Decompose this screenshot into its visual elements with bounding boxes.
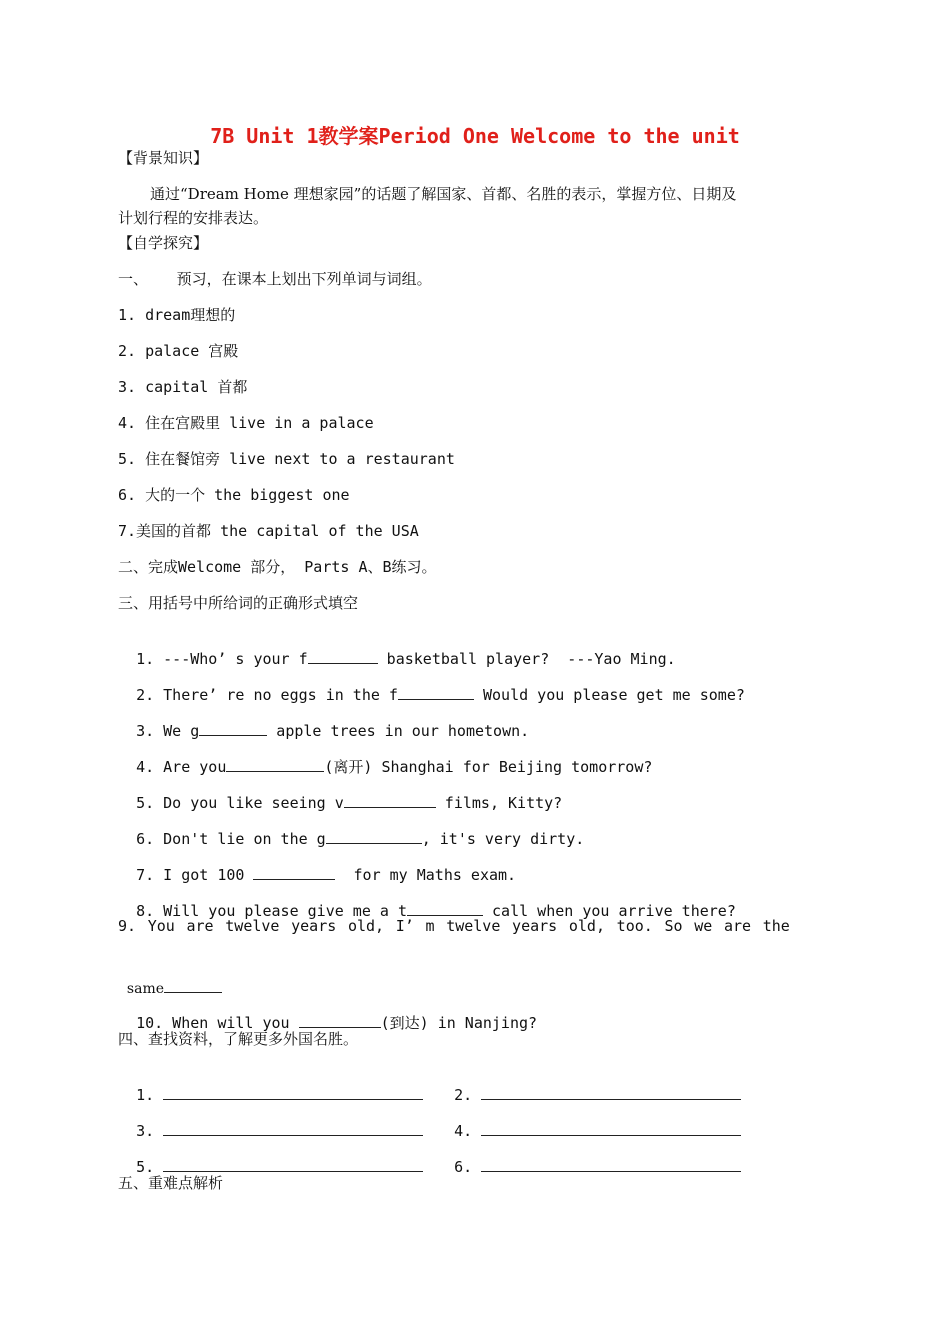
word: 9. (118, 917, 137, 935)
question-text: apple trees in our hometown. (267, 722, 530, 740)
word: old, (568, 917, 605, 935)
answer-blank[interactable] (253, 865, 335, 880)
answer-blank[interactable] (398, 685, 474, 700)
answer-slot-5 (118, 1137, 423, 1177)
section-5-heading: 五、重难点解析 (118, 1174, 224, 1192)
word: You (147, 917, 175, 935)
answer-blank[interactable] (226, 757, 324, 772)
question-text: 5. Do you like seeing v (136, 794, 344, 812)
answer-slot-4 (436, 1101, 741, 1141)
section-2-heading: 二、完成Welcome 部分， Parts A、B练习。 (118, 558, 437, 576)
word: years (291, 917, 337, 935)
question-3 (118, 701, 529, 741)
question-5 (118, 773, 562, 813)
word: twelve (446, 917, 501, 935)
slot-number: 5. (136, 1158, 155, 1176)
answer-blank[interactable] (407, 901, 483, 916)
question-text: 2. There’ re no eggs in the f (136, 686, 398, 704)
question-4 (118, 737, 652, 777)
question-text: , it's very dirty. (421, 830, 585, 848)
question-text: 10. When will you (136, 1014, 299, 1032)
question-10 (118, 993, 537, 1033)
question-9 (118, 917, 790, 935)
question-text: films, Kitty? (435, 794, 563, 812)
question-text: (到达) in Nanjing? (380, 1014, 538, 1032)
slot-number: 3. (136, 1122, 155, 1140)
section-3-heading: 三、用括号中所给词的正确形式填空 (118, 594, 359, 612)
answer-blank[interactable] (326, 829, 422, 844)
slot-number: 6. (454, 1158, 473, 1176)
answer-blank[interactable] (199, 721, 267, 736)
slot-number: 4. (454, 1122, 473, 1140)
word: I’ (395, 917, 414, 935)
page-title: 7B Unit 1教学案Period One Welcome to the unit (210, 124, 740, 148)
answer-line[interactable] (481, 1085, 741, 1100)
vocab-item: 6. 大的一个 the biggest one (118, 486, 350, 504)
slot-number: 2. (454, 1086, 473, 1104)
question-text: 3. We g (136, 722, 200, 740)
vocab-item: 5. 住在餐馆旁 live next to a restaurant (118, 450, 455, 468)
slot-number: 1. (136, 1086, 155, 1104)
answer-line[interactable] (163, 1157, 423, 1172)
answer-line[interactable] (163, 1121, 423, 1136)
vocab-item: 1. dream理想的 (118, 306, 236, 324)
word: years (512, 917, 558, 935)
section-1-heading: 一、 预习，在课本上划出下列单词与词组。 (118, 270, 432, 288)
question-text: for my Maths exam. (335, 866, 517, 884)
answer-line[interactable] (481, 1121, 741, 1136)
answer-blank[interactable] (299, 1013, 381, 1028)
answer-line[interactable] (481, 1157, 741, 1172)
word: are (723, 917, 752, 935)
answer-slot-6 (436, 1137, 741, 1177)
question-text: Would you please get me some? (473, 686, 745, 704)
answer-slot-2 (436, 1065, 741, 1105)
question-text: 6. Don't lie on the g (136, 830, 326, 848)
self-study-heading: 【自学探究】 (118, 234, 209, 252)
question-text: (离开) Shanghai for Beijing tomorrow? (324, 758, 653, 776)
word: twelve (225, 917, 280, 935)
background-paragraph-line2: 计划行程的安排表达。 (118, 209, 269, 227)
answer-slot-1 (118, 1065, 423, 1105)
answer-blank[interactable] (164, 978, 222, 993)
question-1 (118, 629, 676, 669)
background-paragraph-line1: 通过“Dream Home 理想家园”的话题了解国家、首都、名胜的表示，掌握方位、日期及 (150, 185, 737, 203)
question-text: same (126, 981, 164, 997)
word: too. (616, 917, 653, 935)
question-8 (118, 881, 736, 921)
question-7 (118, 845, 516, 885)
question-text: 4. Are you (136, 758, 227, 776)
vocab-item: 4. 住在宫殿里 live in a palace (118, 414, 374, 432)
question-text: basketball player? ---Yao Ming. (377, 650, 676, 668)
word: we (694, 917, 713, 935)
question-text: 1. ---Who’ s your f (136, 650, 308, 668)
answer-slot-3 (118, 1101, 423, 1141)
word: the (762, 917, 790, 935)
word: m (425, 917, 435, 935)
word: old, (347, 917, 385, 935)
word: So (664, 917, 683, 935)
vocab-item: 7.美国的首都 the capital of the USA (118, 522, 419, 540)
vocab-item: 2. palace 宫殿 (118, 342, 239, 360)
answer-line[interactable] (163, 1085, 423, 1100)
question-text: 8. Will you please give me a t (136, 902, 407, 920)
section-4-heading: 四、查找资料，了解更多外国名胜。 (118, 1030, 359, 1048)
question-2 (118, 665, 745, 705)
question-6 (118, 809, 584, 849)
vocab-item: 3. capital 首都 (118, 378, 248, 396)
word: are (186, 917, 214, 935)
background-heading: 【背景知识】 (118, 149, 209, 167)
question-text: 7. I got 100 (136, 866, 254, 884)
answer-blank[interactable] (344, 793, 436, 808)
answer-blank[interactable] (308, 649, 378, 664)
question-text: call when you arrive there? (483, 902, 736, 920)
